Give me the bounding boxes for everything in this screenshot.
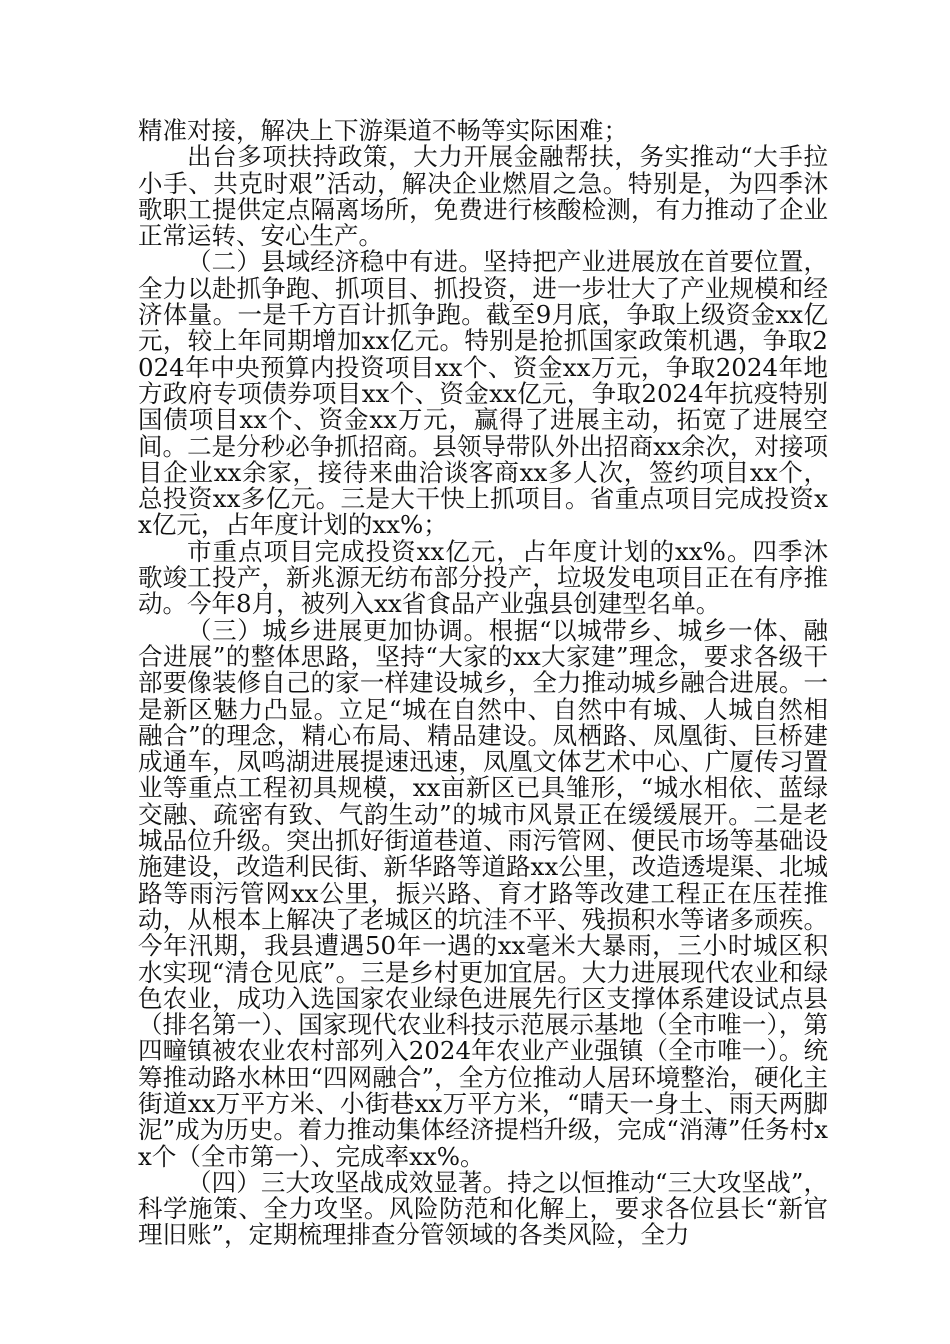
paragraph-county-economy: （二）县域经济稳中有进。坚持把产业进展放在首要位置，全力以赴抓争跑、抓项目、抓投资，进一步壮大了产业规模和经济体量。一是千方百计抓争跑。截至9月底，争取上级资金xx亿元，较上年同期增加xx亿元。特别是抢抓国家政策机遇，争取2024年中央预算内投资项目xx个、资金xx万元，争取2024年地方政府专项债券项目xx个、资金xx亿元，争取2024年抗疫特别国债项目xx个、资金xx万元，赢得了进展主动，拓宽了进展空间。二是分秒必争抓招商。县领导带队外出招商xx余次，对接项目企业xx余家，接待来曲洽谈客商xx多人次，签约项目xx个，总投资xx多亿元。三是大干快上抓项目。省重点项目完成投资xx亿元，占年度计划的xx%； [138, 247, 828, 540]
paragraph-three-battles: （四）三大攻坚战成效显著。持之以恒推动“三大攻坚战”，科学施策、全力攻坚。风险防范和化解上，要求各位县长“新官理旧账”，定期梳理排查分管领域的各类风险，全力 [138, 1167, 828, 1250]
paragraph-continuation: 精准对接，解决上下游渠道不畅等实际困难； [138, 116, 628, 145]
paragraph-urban-rural: （三）城乡进展更加协调。根据“以城带乡、城乡一体、融合进展”的整体思路，坚持“大家的xx大家建”理念，要求各级干部要像装修自己的家一样建设城乡，全力推动城乡融合进展。一是新区魅力凸显。立足“城在自然中、自然中有城、人城自然相融合”的理念，精心布局、精品建设。凤栖路、凤凰街、巨桥建成通车，凤鸣湖进展提速迅速，凤凰文体艺术中心、广厦传习置业等重点工程初具规模，xx亩新区已具雏形，“城水相依、蓝绿交融、疏密有致、气韵生动”的城市风景正在缓缓展开。二是老城品位升级。突出抓好街道巷道、雨污管网、便民市场等基础设施建设，改造利民街、新华路等道路xx公里，改造透堤渠、北城路等雨污管网xx公里，振兴路、育才路等改建工程正在压茬推动，从根本上解决了老城区的坑洼不平、残损积水等诸多顽疾。今年汛期，我县遭遇50年一遇的xx毫米大暴雨，三小时城区积水实现“清仓见底”。三是乡村更加宜居。大力进展现代农业和绿色农业，成功入选国家农业绿色进展先行区支撑体系建设试点县（排名第一）、国家现代农业科技示范展示基地（全市唯一），第四疃镇被农业农村部列入2024年农业产业强镇（全市唯一）。统筹推动路水林田“四网融合”，全方位推动人居环境整治，硬化主街道xx万平方米、小街巷xx万平方米，“晴天一身土、雨天两脚泥”成为历史。着力推动集体经济提档升级，完成“消薄”任务村xx个（全市第一）、完成率xx%。 [138, 615, 828, 1171]
document-page [138, 118, 828, 1249]
paragraph-policy-support: 出台多项扶持政策，大力开展金融帮扶，务实推动“大手拉小手、共克时艰”活动，解决企业燃眉之急。特别是，为四季沐歌职工提供定点隔离场所，免费进行核酸检测，有力推动了企业正常运转、安心生产。 [138, 142, 828, 251]
paragraph-city-key-projects: 市重点项目完成投资xx亿元，占年度计划的xx%。四季沐歌竣工投产，新兆源无纺布部分投产，垃圾发电项目正在有序推动。今年8月，被列入xx省食品产业强县创建型名单。 [138, 536, 828, 619]
